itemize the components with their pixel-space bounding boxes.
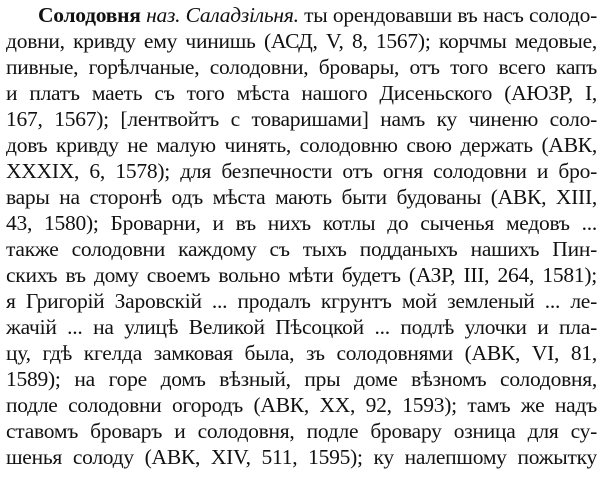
entry-line-12: я Григорій Заровскій ... продалъ кгрунтъ мой земленый ... ле-	[6, 289, 597, 313]
entry-line-13: жачій ... на улицѣ Великой Пѣсоцкой ... подлѣ улочки и пла-	[6, 315, 597, 339]
entry-line-5: 167, 1567); [лентвойтъ с товаришами] намъ ку чиненю соло-	[6, 107, 597, 131]
entry-line-9: 43, 1580); Броварни, и въ нихъ котлы до сыченья медовъ ...	[6, 211, 597, 235]
entry-line-15: 1589); на горе домъ вѣзный, пры доме вѣзномъ солодовня,	[6, 367, 597, 391]
modern-equivalent: Саладзільня.	[185, 3, 299, 27]
part-of-speech-label: наз.	[146, 3, 181, 27]
entry-line-2: довни, кривду ему чинишь (АСД, V, 8, 1567); корчмы медовые,	[6, 29, 597, 53]
entry-line-4: и платъ маеть съ того мѣста нашого Дисеньского (АЮЗР, I,	[6, 81, 597, 105]
entry-line-17: ставомъ броваръ и солодовня, подле бровару озница для су-	[6, 419, 597, 443]
entry-text: ты орендовавши въ насъ солодо-	[304, 3, 597, 27]
entry-line-7: XXXIX, 6, 1578); для безпечности отъ огня солодовни и бро-	[6, 159, 597, 183]
entry-line-18: шенья солоду (АВК, XIV, 511, 1595); ку налепшому пожытку	[6, 445, 597, 469]
entry-line-3: пивные, горѣлчаные, солодовни, бровары, отъ того всего капъ	[6, 55, 597, 79]
entry-line-11: скихъ въ дому своемъ вольно мѣти будетъ (АЗР, III, 264, 1581);	[6, 263, 597, 287]
entry-line-8: вары на сторонѣ одъ мѣста мають быти будованы (АВК, XIII,	[6, 185, 597, 209]
entry-line-10: также солодовни каждому съ тыхъ подданыхъ нашихъ Пин-	[6, 237, 597, 261]
entry-line-6: довъ кривду не малую чинять, солодовню свою держать (АВК,	[6, 133, 597, 157]
entry-line-14: цу, гдѣ кгелда замковая была, зъ солодовнями (АВК, VI, 81,	[6, 341, 597, 365]
entry-line-16: подле солодовни огородъ (АВК, XX, 92, 1593); тамъ же надъ	[6, 393, 597, 417]
entry-line-1	[38, 2, 597, 29]
headword: Солодовня	[38, 3, 141, 27]
